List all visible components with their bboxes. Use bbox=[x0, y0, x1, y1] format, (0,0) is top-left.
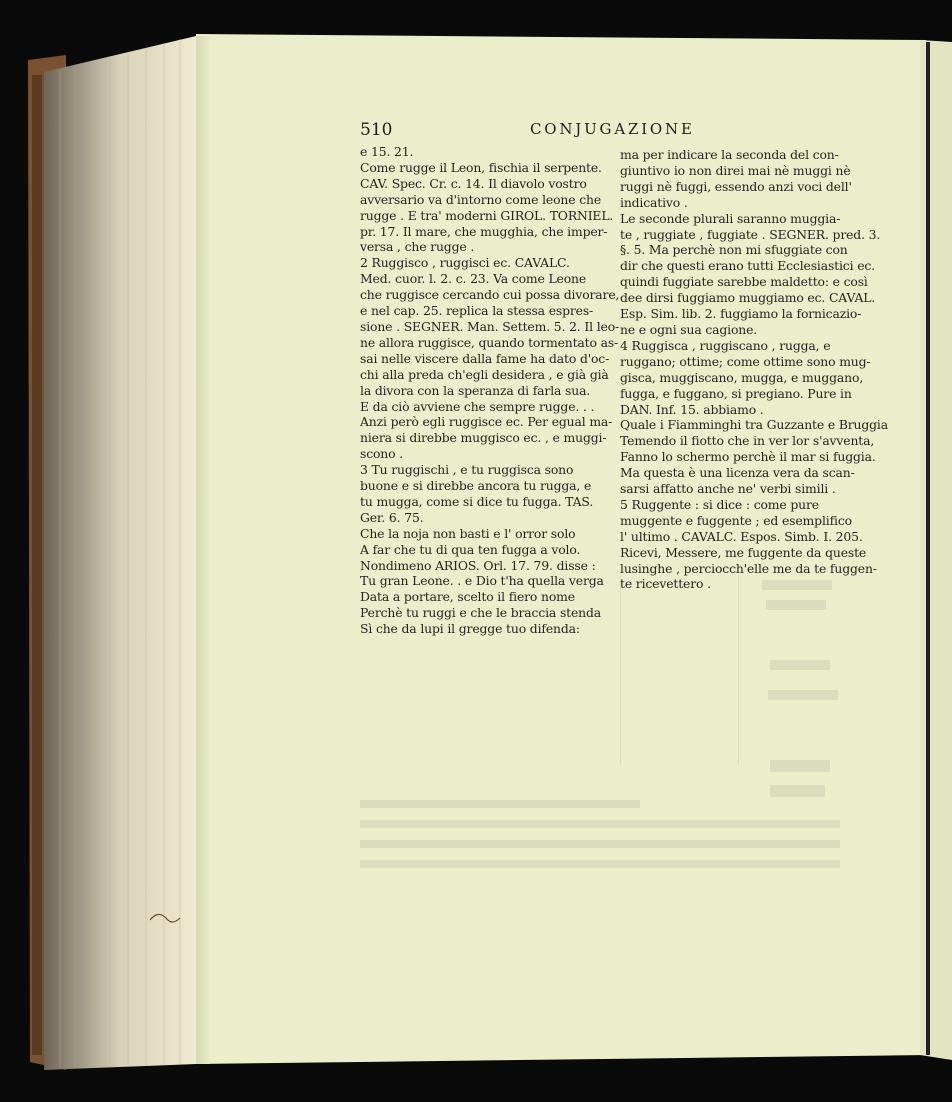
text-line: e 15. 21. bbox=[360, 144, 414, 159]
text-line: Le seconde plurali saranno muggia- bbox=[620, 210, 841, 226]
text-line: tu mugga, come si dice tu fugga. TAS. bbox=[360, 493, 594, 509]
page-number: 510 bbox=[360, 120, 393, 140]
text-line: scono . bbox=[360, 446, 404, 462]
text-line: la divora con la speranza di farla sua. bbox=[360, 382, 591, 398]
text-line: Sì che da lupi il gregge tuo difenda: bbox=[360, 621, 580, 637]
facing-page-edge bbox=[920, 40, 952, 1060]
text-line: ma per indicare la seconda del con- bbox=[620, 147, 839, 162]
text-line: versa , che rugge . bbox=[360, 239, 475, 255]
text-line: ne e ogni sua cagione. bbox=[620, 321, 758, 337]
text-line: sarsi affatto anche ne' verbi simili . bbox=[620, 481, 836, 497]
text-line: quindi fuggiate sarebbe maldetto: e così bbox=[620, 274, 868, 290]
text-line: Tu gran Leone. . e Dio t'ha quella verga bbox=[360, 573, 604, 589]
text-line: che ruggisce cercando cui possa divorare, bbox=[360, 287, 620, 303]
text-line: Fanno lo schermo perchè il mar si fuggia. bbox=[620, 449, 876, 465]
left-text-column bbox=[360, 144, 620, 637]
text-line: 4 Ruggisca , ruggiscano , rugga, e bbox=[620, 337, 831, 353]
text-line: A far che tu di qua ten fugga a volo. bbox=[360, 541, 581, 557]
text-line: chi alla preda ch'egli desidera , e già già bbox=[360, 366, 609, 382]
text-line: buone e si direbbe ancora tu rugga, e bbox=[360, 478, 592, 494]
text-line: pr. 17. Il mare, che mugghia, che imper- bbox=[360, 223, 608, 239]
text-line: ruggi nè fuggi, essendo anzi voci dell' bbox=[620, 178, 852, 194]
text-line: Esp. Sim. lib. 2. fuggiamo la fornicazio- bbox=[620, 306, 862, 322]
text-line: gisca, muggiscano, mugga, e muggano, bbox=[620, 369, 864, 385]
text-line: lusinghe , perciocch'elle me da te fuggen- bbox=[620, 560, 877, 576]
text-line: Come rugge il Leon, fischia il serpente. bbox=[360, 159, 602, 175]
text-line: DAN. Inf. 15. abbiamo . bbox=[620, 401, 764, 417]
text-line: sai nelle viscere dalla fame ha dato d'oc- bbox=[360, 350, 610, 366]
text-line: Ma questa è una licenza vera da scan- bbox=[620, 465, 855, 481]
text-line: Data a portare, scelto il fiero nome bbox=[360, 589, 575, 605]
text-line: Quale i Fiamminghi tra Guzzante e Bruggia bbox=[620, 417, 888, 433]
text-line: Med. cuor. l. 2. c. 23. Va come Leone bbox=[360, 271, 587, 287]
text-line: te , ruggiate , fuggiate . SEGNER. pred. 3. bbox=[620, 226, 881, 242]
running-head: CONJUGAZIONE bbox=[530, 120, 695, 138]
text-line: giuntivo io non direi mai nè muggi nè bbox=[620, 162, 851, 178]
text-line: avversario va d'intorno come leone che bbox=[360, 191, 601, 207]
text-line: te ricevettero . bbox=[620, 576, 711, 592]
text-line: Che la noja non basti e l' orror solo bbox=[360, 525, 576, 541]
text-line: fugga, e fuggano, si pregiano. Pure in bbox=[620, 385, 852, 401]
text-line: E da ciò avviene che sempre rugge. . . bbox=[360, 398, 595, 414]
text-line: Ger. 6. 75. bbox=[360, 509, 424, 525]
text-line: sione . SEGNER. Man. Settem. 5. 2. Il leo- bbox=[360, 318, 620, 334]
text-line: ne allora ruggisce, quando tormentato as- bbox=[360, 334, 619, 350]
text-line: indicativo . bbox=[620, 194, 688, 210]
text-line: rugge . E tra' moderni GIROL. TORNIEL. bbox=[360, 207, 614, 223]
text-line: Perchè tu ruggi e che le braccia stenda bbox=[360, 605, 602, 621]
text-line: CAV. Spec. Cr. c. 14. Il diavolo vostro bbox=[360, 175, 587, 191]
text-line: dee dirsi fuggiamo muggiamo ec. CAVAL. bbox=[620, 290, 876, 306]
text-line: 5 Ruggente : si dice : come pure bbox=[620, 496, 819, 512]
text-line: ruggano; ottime; come ottime sono mug- bbox=[620, 353, 871, 369]
right-text-column bbox=[620, 147, 888, 592]
text-line: l' ultimo . CAVALC. Espos. Simb. I. 205. bbox=[620, 528, 863, 544]
page-edges bbox=[44, 36, 196, 1070]
text-line: §. 5. Ma perchè non mi sfuggiate con bbox=[620, 242, 848, 258]
text-line: Ricevi, Messere, me fuggente da queste bbox=[620, 544, 867, 560]
text-line: 2 Ruggisco , ruggisci ec. CAVALC. bbox=[360, 255, 570, 271]
text-line: Temendo il fiotto che in ver lor s'avventa, bbox=[620, 433, 875, 449]
text-line: dir che questi erano tutti Ecclesiastici ec. bbox=[620, 258, 875, 274]
text-line: 3 Tu ruggischi , e tu ruggisca sono bbox=[360, 462, 574, 478]
text-line: Anzi però egli ruggisce ec. Per egual ma- bbox=[360, 414, 613, 430]
text-line: Nondimeno ARIOS. Orl. 17. 79. disse : bbox=[360, 557, 596, 573]
text-line: e nel cap. 25. replica la stessa espres- bbox=[360, 303, 594, 319]
text-line: muggente e fuggente ; ed esemplifico bbox=[620, 512, 852, 528]
text-line: niera si direbbe muggisco ec. , e muggi- bbox=[360, 430, 607, 446]
